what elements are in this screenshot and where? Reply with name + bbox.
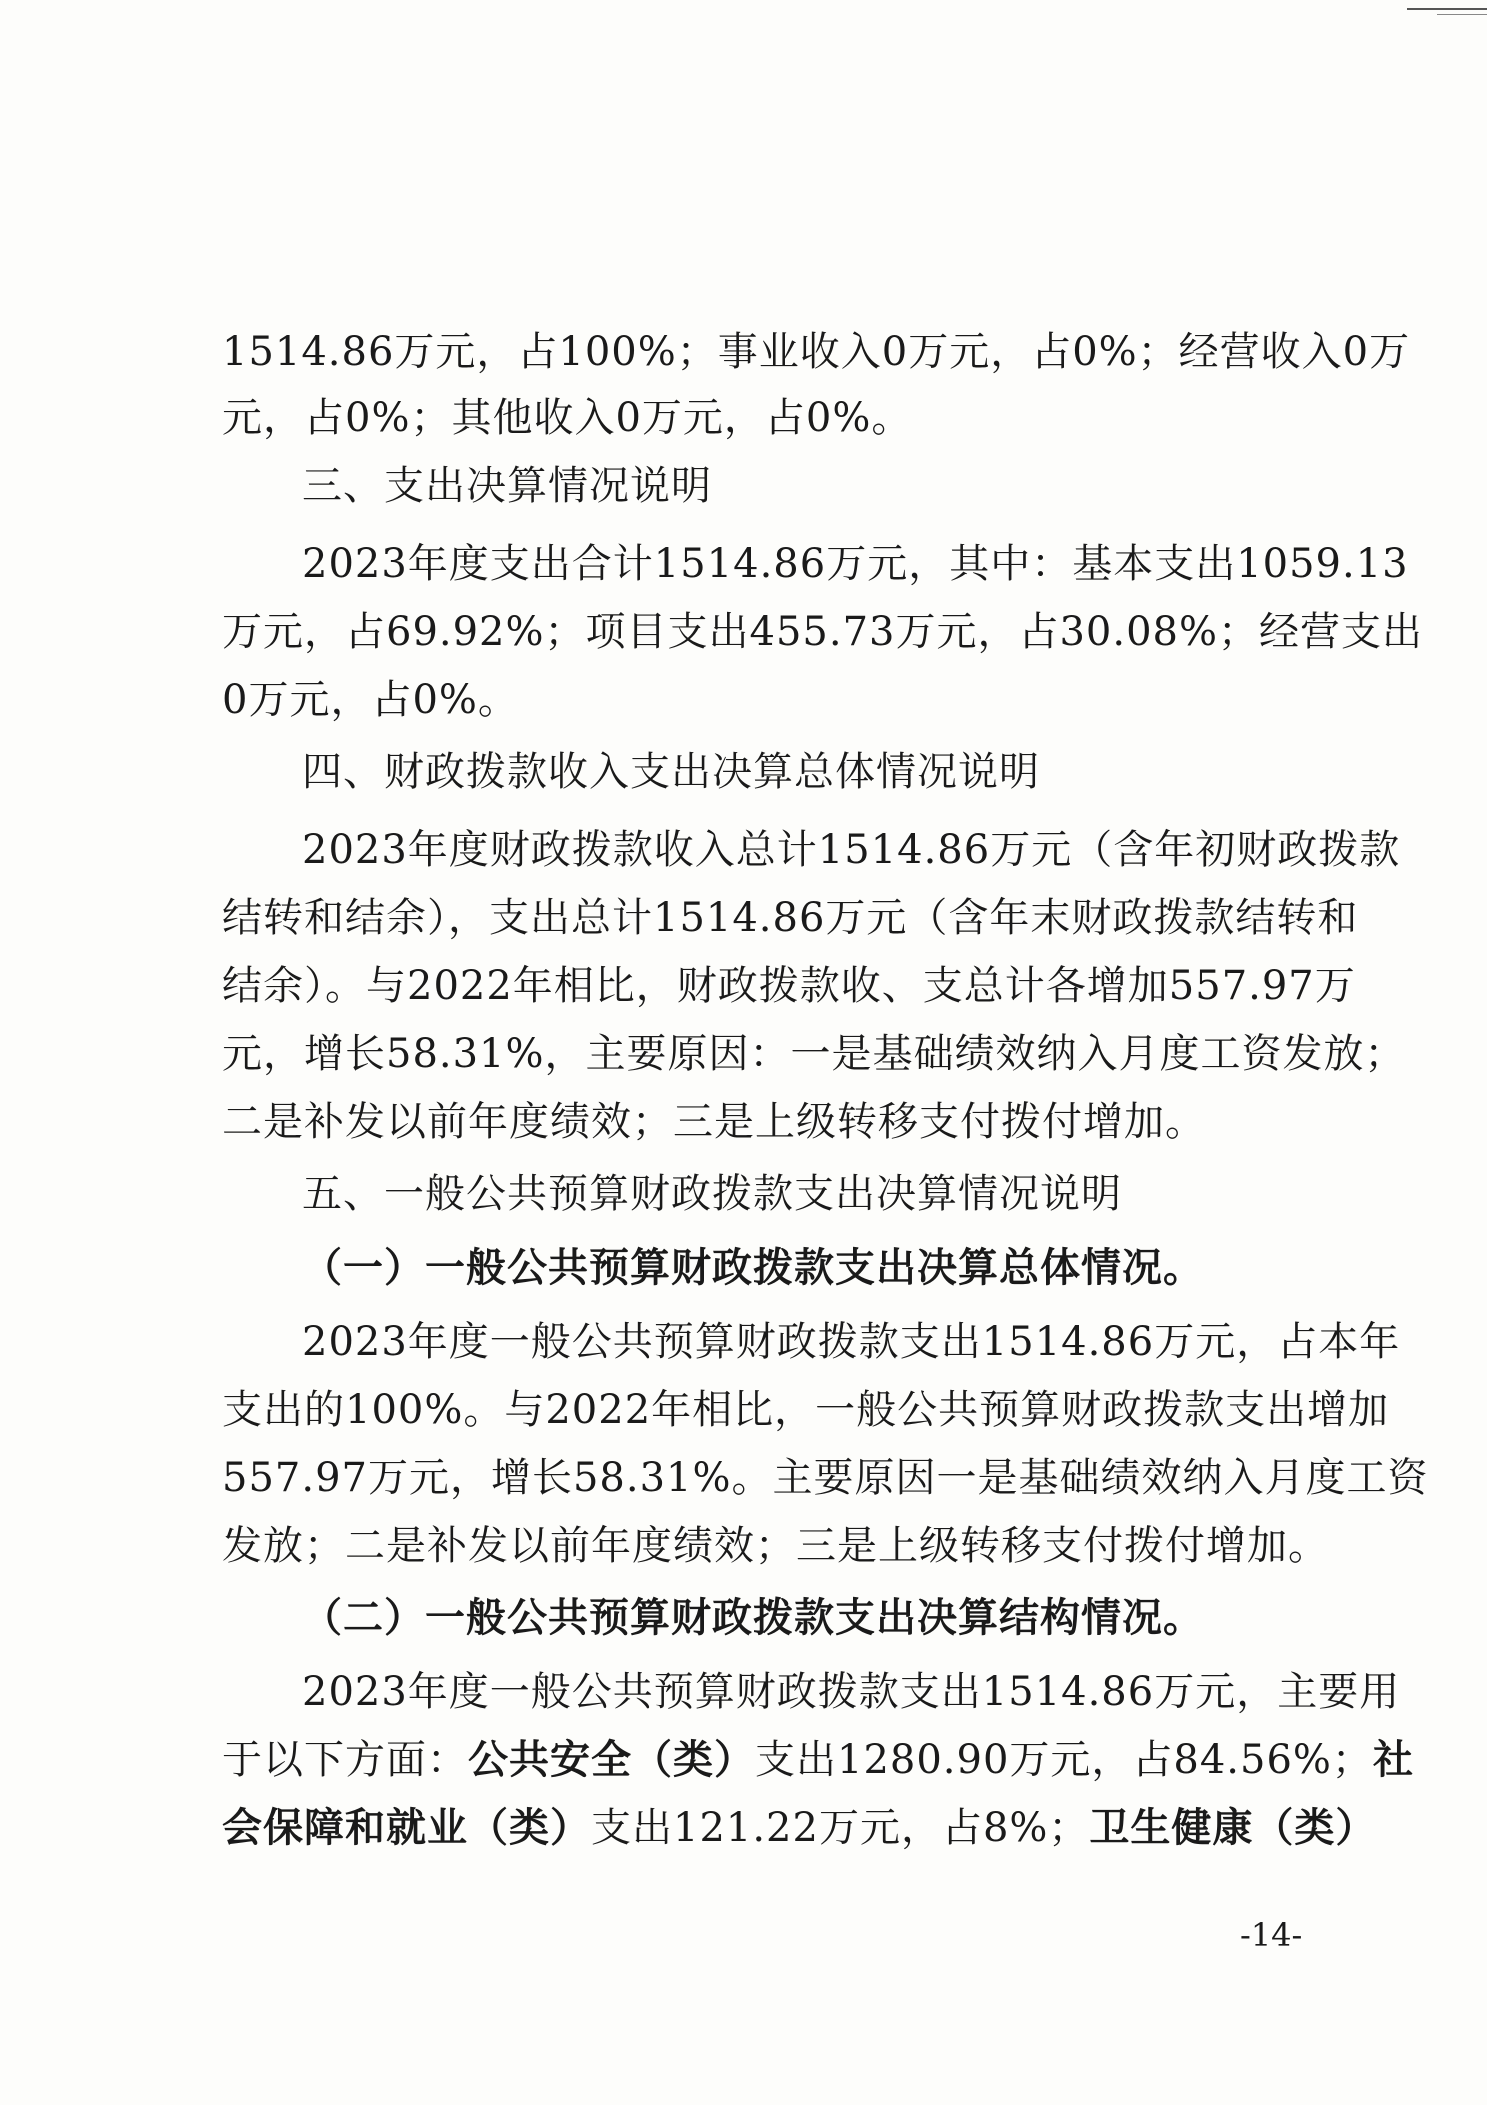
body-text-line: 2023年度一般公共预算财政拨款支出1514.86万元，主要用 xyxy=(302,1669,1401,1715)
body-text-line: 2023年度一般公共预算财政拨款支出1514.86万元，占本年 xyxy=(302,1319,1401,1365)
category-label: 社 xyxy=(1372,1737,1414,1783)
category-label: 会保障和就业（类） xyxy=(222,1805,591,1851)
body-text-line: 557.97万元，增长58.31%。主要原因一是基础绩效纳入月度工资 xyxy=(222,1455,1429,1501)
subsection-heading: （二）一般公共预算财政拨款支出决算结构情况。 xyxy=(302,1595,1204,1641)
body-text-line: 万元，占69.92%；项目支出455.73万元，占30.08%；经营支出 xyxy=(222,609,1423,655)
subsection-heading: （一）一般公共预算财政拨款支出决算总体情况。 xyxy=(302,1245,1204,1291)
page-number: -14- xyxy=(1240,1916,1303,1954)
body-text-line: 元，增长58.31%，主要原因：一是基础绩效纳入月度工资发放； xyxy=(222,1031,1406,1077)
body-text-line: 1514.86万元，占100%；事业收入0万元，占0%；经营收入0万 xyxy=(222,329,1411,375)
body-text-segment: 支出121.22万元，占8%； xyxy=(591,1805,1090,1851)
body-text-line xyxy=(222,1804,1377,1852)
section-heading: 四、财政拨款收入支出决算总体情况说明 xyxy=(302,749,1040,795)
scan-corner-mark xyxy=(1437,14,1487,15)
body-text-line: 支出的100%。与2022年相比，一般公共预算财政拨款支出增加 xyxy=(222,1387,1390,1433)
body-text-line: 结转和结余），支出总计1514.86万元（含年末财政拨款结转和 xyxy=(222,895,1359,941)
section-heading: 三、支出决算情况说明 xyxy=(302,463,712,509)
section-heading: 五、一般公共预算财政拨款支出决算情况说明 xyxy=(302,1171,1122,1217)
body-text-line: 0万元，占0%。 xyxy=(222,677,519,723)
body-text-segment: 于以下方面： xyxy=(222,1737,468,1783)
body-text-line: 2023年度支出合计1514.86万元，其中：基本支出1059.13 xyxy=(302,541,1409,587)
body-text-line xyxy=(222,1736,1414,1784)
category-label: 公共安全（类） xyxy=(468,1737,755,1783)
body-text-line: 发放；二是补发以前年度绩效；三是上级转移支付拨付增加。 xyxy=(222,1523,1329,1569)
body-text-segment: 支出1280.90万元，占84.56%； xyxy=(755,1737,1373,1783)
category-label: 卫生健康（类） xyxy=(1089,1805,1377,1851)
body-text-line: 2023年度财政拨款收入总计1514.86万元（含年初财政拨款 xyxy=(302,827,1401,873)
body-text-line: 元，占0%；其他收入0万元，占0%。 xyxy=(222,395,913,441)
body-text-line: 二是补发以前年度绩效；三是上级转移支付拨付增加。 xyxy=(222,1099,1206,1145)
body-text-line: 结余）。与2022年相比，财政拨款收、支总计各增加557.97万 xyxy=(222,963,1356,1009)
scan-corner-mark xyxy=(1407,8,1487,10)
